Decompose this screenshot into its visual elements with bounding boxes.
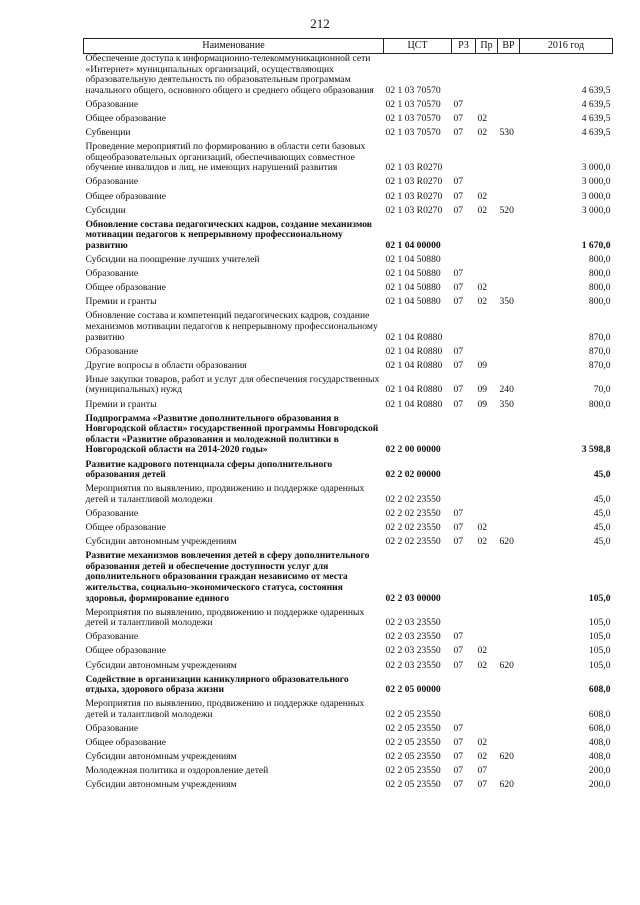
table-row xyxy=(84,661,613,675)
cell-rz: 07 xyxy=(453,384,464,396)
cell-cst: 02 1 03 70570 xyxy=(385,84,441,96)
cell-sum: 800,0 xyxy=(588,296,611,308)
table-row xyxy=(84,375,613,400)
cell-name: Мероприятия по выявлению, продвижению и поддержке одаренных детей и талантливой молодежи xyxy=(85,698,365,720)
cell-cst: 02 1 04 R0880 xyxy=(385,384,443,396)
cell-rz: 07 xyxy=(453,190,464,202)
cell-name: Общее образование xyxy=(85,112,167,124)
cell-name: Субсидии автономным учреждениям xyxy=(85,536,237,548)
cell-rz: 07 xyxy=(453,765,464,777)
header-vr: ВР xyxy=(498,39,520,54)
cell-vr xyxy=(498,255,520,269)
cell-pr xyxy=(476,632,498,646)
table-row xyxy=(84,54,613,100)
cell-name: Субсидии на поощрение лучших учителей xyxy=(85,254,260,265)
cell-rz: 07 xyxy=(453,779,464,791)
cell-cst: 02 2 05 23550 xyxy=(385,737,441,749)
cell-vr xyxy=(498,283,520,297)
table-row xyxy=(84,400,613,414)
cell-pr xyxy=(476,177,498,191)
table-row xyxy=(84,220,613,255)
cell-rz: 07 xyxy=(453,296,464,308)
cell-name: Общее образование xyxy=(85,282,167,294)
cell-vr xyxy=(498,608,520,633)
cell-cst: 02 2 00 00000 xyxy=(385,444,441,456)
cell-pr xyxy=(476,608,498,633)
cell-rz xyxy=(452,551,476,607)
cell-pr xyxy=(476,142,498,177)
cell-cst: 02 1 04 R0880 xyxy=(385,345,443,357)
cell-vr xyxy=(498,347,520,361)
cell-rz xyxy=(452,142,476,177)
cell-pr: 02 xyxy=(477,204,488,216)
cell-name: Общее образование xyxy=(85,190,167,202)
cell-sum: 408,0 xyxy=(588,737,611,749)
cell-name: Проведение мероприятий по формированию в области сети базовых общеобразовательных организаций, обеспечивающих совместное обучение инвалидов и лиц, не имеющих нарушений развития xyxy=(85,141,366,174)
table-row xyxy=(84,752,613,766)
cell-pr: 02 xyxy=(477,282,488,294)
table-row xyxy=(84,460,613,485)
cell-rz xyxy=(452,220,476,255)
table-row xyxy=(84,484,613,509)
cell-name: Подпрограмма «Развитие дополнительного образования в Новгородской области» государственной программы Новгородской области «Развитие образования и молодежной политики в Новгородской области на 2014-2020 годы» xyxy=(85,412,379,456)
cell-sum: 105,0 xyxy=(588,592,611,604)
cell-vr xyxy=(498,220,520,255)
cell-vr xyxy=(498,460,520,485)
cell-vr xyxy=(498,142,520,177)
cell-vr xyxy=(498,523,520,537)
cell-pr xyxy=(476,509,498,523)
cell-sum: 105,0 xyxy=(588,659,611,671)
cell-vr: 530 xyxy=(499,127,514,139)
cell-pr xyxy=(476,675,498,700)
table-row xyxy=(84,361,613,375)
table-row xyxy=(84,632,613,646)
cell-pr xyxy=(476,460,498,485)
cell-name: Субсидии автономным учреждениям xyxy=(85,779,237,791)
cell-rz: 07 xyxy=(453,268,464,280)
cell-cst: 02 1 04 50880 xyxy=(385,254,441,265)
cell-cst: 02 2 05 23550 xyxy=(385,765,441,777)
cell-name: Содействие в организации каникулярного образовательного отдыха, здорового образа жизни xyxy=(85,673,349,696)
cell-rz: 07 xyxy=(453,659,464,671)
cell-name: Обеспечение доступа к информационно-телекоммуникационной сети «Интернет» муниципальных организаций, осуществляющих образовательную деятельность по образовательным программам начального общего, основного общего и среднего общего образования xyxy=(85,53,374,96)
cell-name: Образование xyxy=(85,176,139,188)
cell-sum: 870,0 xyxy=(588,331,611,343)
cell-cst: 02 2 05 23550 xyxy=(385,751,441,763)
cell-name: Обновление состава и компетенций педагогических кадров, создание механизмов мотивации педагогов к непрерывному профессиональному развитию xyxy=(85,310,378,343)
header-name: Наименование xyxy=(84,39,384,54)
cell-name: Субсидии xyxy=(85,204,126,216)
cell-sum: 200,0 xyxy=(588,779,611,791)
cell-pr xyxy=(476,100,498,114)
cell-cst: 02 2 05 23550 xyxy=(385,708,441,720)
table-row xyxy=(84,780,613,794)
table-row xyxy=(84,177,613,191)
table-row xyxy=(84,297,613,311)
header-cst: ЦСТ xyxy=(384,39,452,54)
cell-sum: 800,0 xyxy=(588,254,611,265)
table-row xyxy=(84,646,613,660)
cell-sum: 3 000,0 xyxy=(581,190,611,202)
cell-cst: 02 2 02 23550 xyxy=(385,536,441,548)
cell-name: Субсидии автономным учреждениям xyxy=(85,751,237,763)
cell-rz xyxy=(452,414,476,460)
cell-pr: 02 xyxy=(477,751,488,763)
cell-name: Мероприятия по выявлению, продвижению и поддержке одаренных детей и талантливой молодежи xyxy=(85,606,365,629)
cell-sum: 45,0 xyxy=(593,521,611,533)
cell-sum: 70,0 xyxy=(593,384,611,396)
cell-cst: 02 1 04 50880 xyxy=(385,282,441,294)
cell-name: Премии и гранты xyxy=(85,296,157,308)
cell-rz xyxy=(452,460,476,485)
cell-cst: 02 1 03 R0270 xyxy=(385,190,443,202)
cell-sum: 45,0 xyxy=(593,536,611,548)
cell-pr xyxy=(476,699,498,724)
cell-name: Общее образование xyxy=(85,521,167,533)
cell-cst: 02 1 04 R0880 xyxy=(385,398,443,410)
cell-vr: 520 xyxy=(499,204,514,216)
cell-sum: 870,0 xyxy=(588,345,611,357)
cell-rz: 07 xyxy=(453,98,464,110)
table-row xyxy=(84,128,613,142)
cell-vr xyxy=(498,632,520,646)
table-row xyxy=(84,523,613,537)
table-body xyxy=(84,54,613,795)
cell-cst: 02 1 03 R0270 xyxy=(385,204,443,216)
cell-name: Мероприятия по выявлению, продвижению и поддержке одаренных детей и талантливой молодежи xyxy=(85,483,365,505)
cell-sum: 200,0 xyxy=(588,765,611,777)
cell-vr xyxy=(498,311,520,346)
cell-name: Образование xyxy=(85,631,139,643)
cell-sum: 105,0 xyxy=(588,617,611,629)
cell-vr xyxy=(498,414,520,460)
cell-vr xyxy=(498,100,520,114)
cell-pr: 02 xyxy=(477,737,488,749)
cell-pr xyxy=(476,347,498,361)
cell-sum: 4 639,5 xyxy=(581,127,611,139)
cell-pr: 02 xyxy=(477,659,488,671)
cell-rz: 07 xyxy=(453,737,464,749)
cell-rz xyxy=(452,54,476,100)
cell-name: Обновление состава педагогических кадров, создание механизмов мотивации педагогов к непрерывному профессиональному развитию xyxy=(85,218,372,251)
cell-cst: 02 1 04 R0880 xyxy=(385,359,443,371)
header-year: 2016 год xyxy=(520,39,613,54)
cell-sum: 3 000,0 xyxy=(581,204,611,216)
cell-rz: 07 xyxy=(453,536,464,548)
table-row xyxy=(84,675,613,700)
table-row xyxy=(84,114,613,128)
table-row xyxy=(84,551,613,607)
cell-vr: 350 xyxy=(499,296,514,308)
cell-rz: 07 xyxy=(453,176,464,188)
cell-rz xyxy=(452,484,476,509)
cell-pr: 02 xyxy=(477,190,488,202)
cell-vr xyxy=(498,699,520,724)
table-row xyxy=(84,738,613,752)
cell-vr: 350 xyxy=(499,398,514,410)
cell-sum: 4 639,5 xyxy=(581,98,611,110)
cell-pr: 02 xyxy=(477,296,488,308)
cell-rz xyxy=(452,255,476,269)
cell-cst: 02 2 02 23550 xyxy=(385,507,441,519)
table-row xyxy=(84,255,613,269)
cell-name: Развитие кадрового потенциала сферы дополнительного образования детей xyxy=(85,458,333,481)
cell-sum: 3 000,0 xyxy=(581,176,611,188)
header-pr: Пр xyxy=(476,39,498,54)
cell-rz: 07 xyxy=(453,127,464,139)
cell-vr xyxy=(498,54,520,100)
table-row xyxy=(84,269,613,283)
cell-vr xyxy=(498,738,520,752)
cell-sum: 870,0 xyxy=(588,359,611,371)
cell-vr: 620 xyxy=(499,779,514,791)
cell-vr xyxy=(498,766,520,780)
page-number: 212 xyxy=(310,16,330,31)
cell-sum: 408,0 xyxy=(588,751,611,763)
cell-rz: 07 xyxy=(453,345,464,357)
cell-sum: 45,0 xyxy=(593,507,611,519)
cell-sum: 105,0 xyxy=(588,631,611,643)
cell-name: Образование xyxy=(85,345,139,357)
cell-name: Образование xyxy=(85,507,139,519)
cell-rz xyxy=(452,608,476,633)
cell-name: Общее образование xyxy=(85,645,167,657)
cell-name: Премии и гранты xyxy=(85,398,157,410)
cell-pr: 02 xyxy=(477,645,488,657)
cell-cst: 02 2 03 23550 xyxy=(385,645,441,657)
cell-rz: 07 xyxy=(453,507,464,519)
cell-rz: 07 xyxy=(453,751,464,763)
cell-name: Молодежная политика и оздоровление детей xyxy=(85,765,269,777)
cell-vr: 620 xyxy=(499,536,514,548)
cell-sum: 3 000,0 xyxy=(581,162,611,174)
cell-pr: 07 xyxy=(477,765,488,777)
cell-sum: 608,0 xyxy=(588,722,611,734)
table-row xyxy=(84,608,613,633)
cell-cst: 02 1 03 R0270 xyxy=(385,162,443,174)
cell-pr xyxy=(476,724,498,738)
cell-sum: 45,0 xyxy=(593,469,611,481)
cell-name: Субвенции xyxy=(85,127,131,139)
cell-cst: 02 1 03 R0270 xyxy=(385,176,443,188)
cell-sum: 105,0 xyxy=(588,645,611,657)
cell-sum: 45,0 xyxy=(593,493,611,505)
cell-sum: 1 670,0 xyxy=(581,239,611,251)
cell-vr xyxy=(498,192,520,206)
cell-sum: 800,0 xyxy=(588,282,611,294)
table-row xyxy=(84,699,613,724)
table-row xyxy=(84,311,613,346)
cell-name: Образование xyxy=(85,268,139,280)
cell-vr xyxy=(498,724,520,738)
cell-vr xyxy=(498,114,520,128)
table-row xyxy=(84,192,613,206)
cell-rz: 07 xyxy=(453,112,464,124)
cell-rz: 07 xyxy=(453,722,464,734)
cell-pr xyxy=(476,484,498,509)
table-row xyxy=(84,206,613,220)
cell-cst: 02 1 03 70570 xyxy=(385,112,441,124)
cell-name: Развитие механизмов вовлечения детей в сферу дополнительного образования детей и обеспечение доступности услуг для дополнительного образования граждан независимо от места жительства, социально-экономического статуса, состояния здоровья, формирование единого xyxy=(85,550,370,604)
cell-sum: 4 639,5 xyxy=(581,84,611,96)
cell-vr xyxy=(498,551,520,607)
cell-cst: 02 1 03 70570 xyxy=(385,127,441,139)
cell-sum: 608,0 xyxy=(588,708,611,720)
cell-cst: 02 2 05 23550 xyxy=(385,779,441,791)
table-row xyxy=(84,414,613,460)
cell-name: Образование xyxy=(85,98,139,110)
cell-cst: 02 2 03 23550 xyxy=(385,617,441,629)
cell-cst: 02 2 03 00000 xyxy=(385,592,441,604)
cell-pr: 09 xyxy=(477,398,488,410)
table-row xyxy=(84,537,613,551)
cell-pr: 09 xyxy=(477,384,488,396)
cell-rz: 07 xyxy=(453,204,464,216)
cell-rz xyxy=(452,675,476,700)
cell-pr xyxy=(476,311,498,346)
cell-pr xyxy=(476,220,498,255)
cell-cst: 02 2 05 23550 xyxy=(385,722,441,734)
cell-name: Иные закупки товаров, работ и услуг для обеспечения государственных (муниципальных) нужд xyxy=(85,373,380,396)
cell-cst: 02 2 02 23550 xyxy=(385,521,441,533)
cell-cst: 02 1 04 00000 xyxy=(385,239,441,251)
cell-pr xyxy=(476,269,498,283)
cell-vr: 620 xyxy=(499,659,514,671)
cell-pr: 02 xyxy=(477,112,488,124)
cell-cst: 02 1 04 R0880 xyxy=(385,331,443,343)
cell-pr xyxy=(476,414,498,460)
cell-pr xyxy=(476,255,498,269)
cell-cst: 02 2 03 23550 xyxy=(385,659,441,671)
cell-rz: 07 xyxy=(453,398,464,410)
cell-cst: 02 2 02 23550 xyxy=(385,493,441,505)
table-header-row xyxy=(84,39,613,54)
cell-vr xyxy=(498,269,520,283)
cell-cst: 02 1 04 50880 xyxy=(385,268,441,280)
cell-vr xyxy=(498,361,520,375)
cell-name: Образование xyxy=(85,722,139,734)
cell-vr xyxy=(498,484,520,509)
table-row xyxy=(84,724,613,738)
table-row xyxy=(84,283,613,297)
cell-cst: 02 2 03 23550 xyxy=(385,631,441,643)
budget-table xyxy=(83,38,613,794)
cell-cst: 02 1 03 70570 xyxy=(385,98,441,110)
table-row xyxy=(84,509,613,523)
cell-cst: 02 2 02 00000 xyxy=(385,469,441,481)
cell-sum: 3 598,8 xyxy=(581,444,611,456)
cell-rz: 07 xyxy=(453,631,464,643)
cell-sum: 800,0 xyxy=(588,398,611,410)
cell-vr: 240 xyxy=(499,384,514,396)
cell-name: Общее образование xyxy=(85,737,167,749)
cell-pr: 09 xyxy=(477,359,488,371)
cell-pr: 02 xyxy=(477,536,488,548)
cell-cst: 02 2 05 00000 xyxy=(385,684,441,696)
table-row xyxy=(84,142,613,177)
header-rz: РЗ xyxy=(452,39,476,54)
cell-sum: 4 639,5 xyxy=(581,112,611,124)
cell-pr xyxy=(476,54,498,100)
cell-vr xyxy=(498,675,520,700)
cell-vr: 620 xyxy=(499,751,514,763)
cell-name: Субсидии автономным учреждениям xyxy=(85,659,237,671)
cell-sum: 800,0 xyxy=(588,268,611,280)
cell-pr: 02 xyxy=(477,127,488,139)
cell-rz: 07 xyxy=(453,521,464,533)
cell-rz: 07 xyxy=(453,282,464,294)
cell-cst: 02 1 04 50880 xyxy=(385,296,441,308)
cell-rz: 07 xyxy=(453,645,464,657)
cell-rz xyxy=(452,311,476,346)
table-row xyxy=(84,100,613,114)
cell-vr xyxy=(498,509,520,523)
cell-pr: 07 xyxy=(477,779,488,791)
cell-pr: 02 xyxy=(477,521,488,533)
table-row xyxy=(84,347,613,361)
table-row xyxy=(84,766,613,780)
cell-vr xyxy=(498,646,520,660)
cell-pr xyxy=(476,551,498,607)
cell-rz xyxy=(452,699,476,724)
cell-sum: 608,0 xyxy=(588,684,611,696)
cell-vr xyxy=(498,177,520,191)
cell-rz: 07 xyxy=(453,359,464,371)
cell-name: Другие вопросы в области образования xyxy=(85,359,247,371)
